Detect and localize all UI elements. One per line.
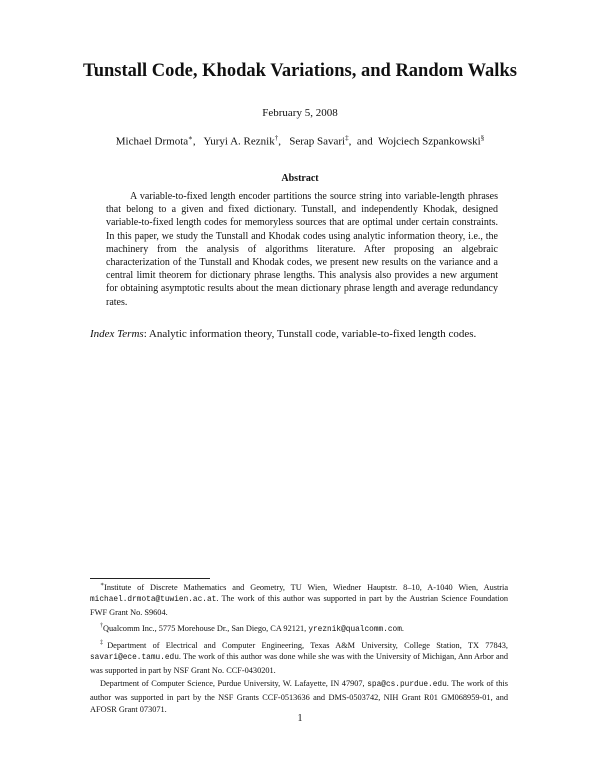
footnote-savari [90,638,508,677]
author-separator: , [278,135,281,148]
footnote-mark: ‡ [100,639,108,646]
abstract-body: A variable-to-fixed length encoder partitions the source string into variable-length phrases that belong to a given and fixed dictionary. Tunstall, and independently Khodak, designed variable-to-fixed length codes for memoryless sources that are optimal under certain constraints. In this paper, we study the Tunstall and Khodak codes using analytic information theory, i.e., the machinery from the analysis of algorithms literature. After proposing an algebraic characterization of the Tunstall and Khodak codes, we present new results on the variance and a central limit theorem for dictionary phrase lengths. This analysis also provides a new argument for obtaining asymptotic results about the mean dictionary phrase length and average redundancy rates. [106,191,498,308]
footnote-szpankowski [90,678,508,715]
page-number: 1 [297,713,303,724]
index-terms-text: : Analytic information theory, Tunstall code, variable-to-fixed length codes. [143,328,477,340]
footnote-text: Qualcomm Inc., 5775 Morehouse Dr., San Diego, CA 92121, [103,623,309,633]
footnote-reznik [90,621,508,636]
author-name: Michael Drmota [115,135,189,148]
author-conjunction: and [356,135,373,148]
paper-date: February 5, 2008 [262,107,338,119]
email-link[interactable]: spa@cs.purdue.edu [367,681,447,690]
index-terms-label: Index Terms [90,328,144,340]
paper-title: Tunstall Code, Khodak Variations, and Random Walks [83,61,517,81]
email-link[interactable]: michael.drmota@tuwien.ac.at [90,596,217,605]
footnote-text: . The work of this author was done while she was with the University of Michigan, Ann Arbor and was supported in part by NSF Grant No. CCF-0430201. [90,652,508,675]
footnote-text: Institute of Discrete Mathematics and Geometry, TU Wien, Wiedner Hauptstr. 8–10, A-1040 Wien, Austria [104,582,508,592]
footnote-mark: † [100,622,103,629]
author-mark: ∗ [188,134,193,142]
author-name: Wojciech Szpankowski [378,135,481,148]
footnote-rule [90,578,210,579]
footnote-mark: ∗ [100,582,105,588]
footnote-text: . [401,623,404,633]
author-mark: § [480,134,485,142]
author-separator: , [192,135,196,148]
footnote-text: . The work of this author was supported in part by the Austrian Science Foundation FWF Grant No. S9604. [90,594,508,617]
author-separator: , [348,135,352,148]
author-list [0,134,600,148]
author-name: Yuryi A. Reznik [203,135,275,148]
footnote-text: Department of Electrical and Computer Engineering, Texas A&M University, College Station, TX 77843, [107,640,509,650]
footnotes [90,580,508,717]
footnote-text: Department of Computer Science, Purdue University, W. Lafayette, IN 47907, [100,679,368,689]
author-mark: † [274,134,279,142]
author-mark: ‡ [345,134,349,142]
email-link[interactable]: yreznik@qualcomm.com [308,625,402,634]
abstract-heading: Abstract [281,173,319,184]
index-terms [90,328,520,340]
author-name: Serap Savari [289,135,346,148]
email-link[interactable]: savari@ece.tamu.edu [90,654,179,663]
footnote-text: . The work of this author was supported in part by the NSF Grants CCF-0513636 and DMS-0503742, NIH Grant R01 GM068959-01, and AFOSR Grant 073071. [90,679,508,714]
footnote-drmota [90,580,508,619]
